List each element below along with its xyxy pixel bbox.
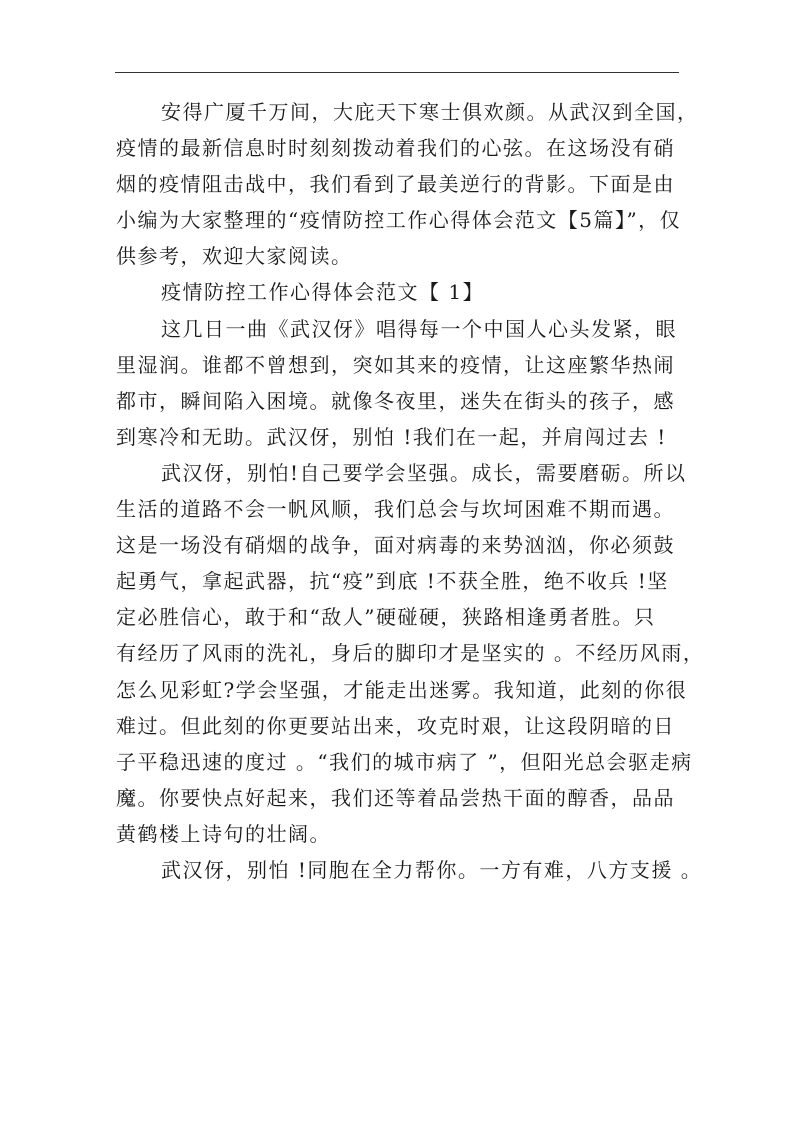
text-line: 怎么见彩虹?学会坚强，才能走出迷雾。我知道，此刻的你很 <box>116 677 688 702</box>
header-rule <box>115 72 679 73</box>
text-line: 黄鹤楼上诗句的壮阔。 <box>116 821 331 846</box>
text-line: 起勇气，拿起武器，抗“疫”到底 !不获全胜，绝不收兵 !坚 <box>116 569 669 594</box>
text-line: 难过。但此刻的你更要站出来，攻克时艰，让这段阴暗的日 <box>116 713 675 738</box>
intro-paragraph <box>116 94 699 274</box>
body-paragraph <box>116 311 682 455</box>
document-body <box>116 94 705 888</box>
text-line: 定必胜信心，敢于和“敌人”硬碰硬，狭路相逢勇者胜。只 <box>116 605 656 630</box>
text-line: 安得广厦千万间，大庇天下寒士俱欢颜。从武汉到全国， <box>161 100 699 124</box>
text-line: 都市，瞬间陷入困境。就像冬夜里，迷失在街头的孩子，感 <box>116 388 675 413</box>
text-line: 生活的道路不会一帆风顺，我们总会与坎坷困难不期而遇。 <box>116 497 675 522</box>
text-line: 烟的疫情阻击战中，我们看到了最美逆行的背影。下面是由 <box>116 172 675 197</box>
text-line: 供参考，欢迎大家阅读。 <box>116 244 353 269</box>
text-line: 子平稳迅速的度过 。“我们的城市病了 ”，但阳光总会驱走病 <box>116 749 693 774</box>
text-line: 里湿润。谁都不曾想到，突如其来的疫情，让这座繁华热闹 <box>116 352 675 377</box>
body-paragraph <box>116 852 703 888</box>
text-line: 到寒冷和无助。武汉伢，别怕 !我们在一起，并肩闯过去 ! <box>116 424 667 449</box>
body-paragraph <box>116 455 705 852</box>
text-line: 武汉伢，别怕!自己要学会坚强。成长，需要磨砺。所以 <box>161 460 687 485</box>
text-line: 这是一场没有硝烟的战争，面对病毒的来势汹汹，你必须鼓 <box>116 533 675 558</box>
text-line: 小编为大家整理的“疫情防控工作心得体会范文【5篇】”，仅 <box>116 208 682 233</box>
section-heading-text: 疫情防控工作心得体会范文【 1】 <box>161 280 485 305</box>
section-heading <box>116 274 682 310</box>
text-line: 这几日一曲《武汉伢》唱得每一个中国人心头发紧，眼 <box>161 316 677 341</box>
text-line: 魔。你要快点好起来，我们还等着品尝热干面的醇香，品品 <box>116 785 675 810</box>
text-line: 武汉伢，别怕 !同胞在全力帮你。一方有难，八方支援 。 <box>161 857 703 882</box>
text-line: 有经历了风雨的洗礼，身后的脚印才是坚实的 。不经历风雨， <box>116 641 705 666</box>
text-line: 疫情的最新信息时时刻刻拨动着我们的心弦。在这场没有硝 <box>116 136 675 161</box>
